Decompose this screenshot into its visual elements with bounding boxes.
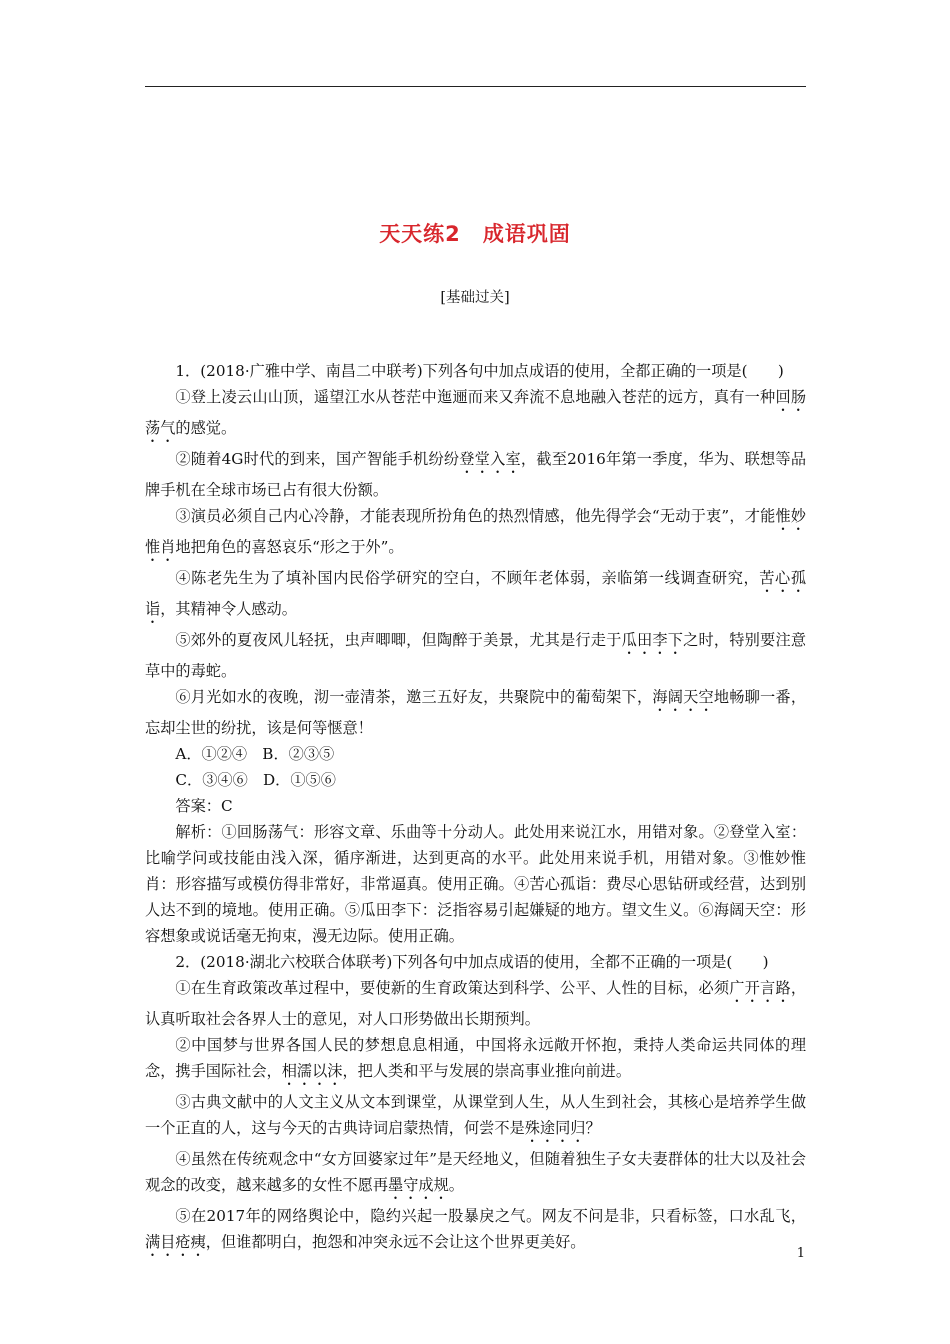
dotted-idiom: 相濡以沫 <box>281 1062 343 1080</box>
q1-analysis: 解析：①回肠荡气：形容文章、乐曲等十分动人。此处用来说江水，用错对象。②登堂入室：比喻学问或技能由浅入深，循序渐进，达到更高的水平。此处用来说手机，用错对象。③惟妙惟肖：形容描写或模仿得非常好，非常逼真。使用正确。④苦心孤诣：费尽心思钻研或经营，达到别人达不到的境地。使用正确。⑤瓜田李下：泛指容易引起嫌疑的地方。望文生义。⑥海阔天空：形容想象或说话毫无拘束，漫无边际。使用正确。 <box>145 823 806 945</box>
q1-options-cd: C．③④⑥ D．①⑤⑥ <box>175 771 336 789</box>
dotted-idiom: 海阔天空 <box>652 688 714 706</box>
q2-sentence-4: ④虽然在传统观念中“女方回婆家过年”是天经地义，但随着独生子女夫妻群体的壮大以及社会观念的改变，越来越多的女性不愿再墨守成规。 <box>145 1150 806 1194</box>
dotted-idiom: 广开言路 <box>729 979 791 997</box>
q2-sentence-3: ③古典文献中的人文主义从文本到课堂，从课堂到人生，从人生到社会，其核心是培养学生做一个正直的人，这与今天的古典诗词启蒙热情，何尝不是殊途同归？ <box>145 1093 806 1137</box>
q1-sentence-6: ⑥月光如水的夜晚，沏一壶清茶，邀三五好友，共聚院中的葡萄架下，海阔天空地畅聊一番，忘却尘世的纷扰，该是何等惬意！ <box>145 688 807 737</box>
question-2-stem: 2．(2018·湖北六校联合体联考)下列各句中加点成语的使用，全都不正确的一项是( ) <box>175 953 769 971</box>
dotted-idiom: 墨守成规 <box>388 1176 449 1194</box>
question-1-stem: 1．(2018·广雅中学、南昌二中联考)下列各句中加点成语的使用，全都正确的一项是( ) <box>175 362 784 380</box>
q2-sentence-1: ①在生育政策改革过程中，要使新的生育政策达到科学、公平、人性的目标，必须广开言路，认真听取社会各界人士的意见，对人口形势做出长期预判。 <box>145 979 807 1028</box>
page-title <box>0 218 950 248</box>
header-rule <box>145 86 806 87</box>
dotted-idiom: 登堂入室 <box>459 450 521 468</box>
q1-sentence-2: ②随着4G时代的到来，国产智能手机纷纷登堂入室，截至2016年第一季度，华为、联想等品牌手机在全球市场已占有很大份额。 <box>145 450 807 499</box>
title-part-1: 天天练2 <box>379 222 461 246</box>
q1-sentence-4: ④陈老先生为了填补国内民俗学研究的空白，不顾年老体弱，亲临第一线调查研究，苦心孤诣，其精神令人感动。 <box>145 569 807 618</box>
q2-sentence-5: ⑤在2017年的网络舆论中，隐约兴起一股暴戾之气。网友不问是非，只看标签，口水乱飞，满目疮痍，但谁都明白，抱怨和冲突永远不会让这个世界更美好。 <box>145 1207 806 1251</box>
q1-sentence-3: ③演员必须自己内心冷静，才能表现所扮角色的热烈情感，他先得学会“无动于衷”，才能惟妙惟肖地把角色的喜怒哀乐“形之于外”。 <box>145 507 806 556</box>
q1-answer: 答案：C <box>175 797 233 815</box>
dotted-idiom: 瓜田李下 <box>621 631 684 649</box>
section-label: [基础过关] <box>440 290 510 306</box>
q1-sentence-5: ⑤郊外的夏夜风儿轻抚，虫声唧唧，但陶醉于美景，尤其是行走于瓜田李下之时，特别要注意草中的毒蛇。 <box>145 631 807 680</box>
dotted-idiom: 惟妙惟肖 <box>145 507 806 556</box>
document-body <box>145 358 806 1260</box>
q1-sentence-1: ①登上凌云山山顶，遥望江水从苍茫中迤逦而来又奔流不息地融入苍茫的远方，真有一种回肠荡气的感觉。 <box>145 388 807 437</box>
dotted-idiom: 回肠荡气 <box>145 388 807 437</box>
dotted-idiom: 殊途同归 <box>524 1119 586 1137</box>
dotted-idiom: 苦心孤诣 <box>145 569 807 618</box>
dotted-idiom: 满目疮痍 <box>145 1233 206 1251</box>
page-number: 1 <box>796 1246 805 1261</box>
q1-options-ab: A．①②④ B．②③⑤ <box>175 745 335 763</box>
title-part-2: 成语巩固 <box>482 222 571 246</box>
q2-sentence-2: ②中国梦与世界各国人民的梦想息息相通，中国将永远敞开怀抱，秉持人类命运共同体的理念，携手国际社会，相濡以沫，把人类和平与发展的崇高事业推向前进。 <box>145 1036 806 1080</box>
